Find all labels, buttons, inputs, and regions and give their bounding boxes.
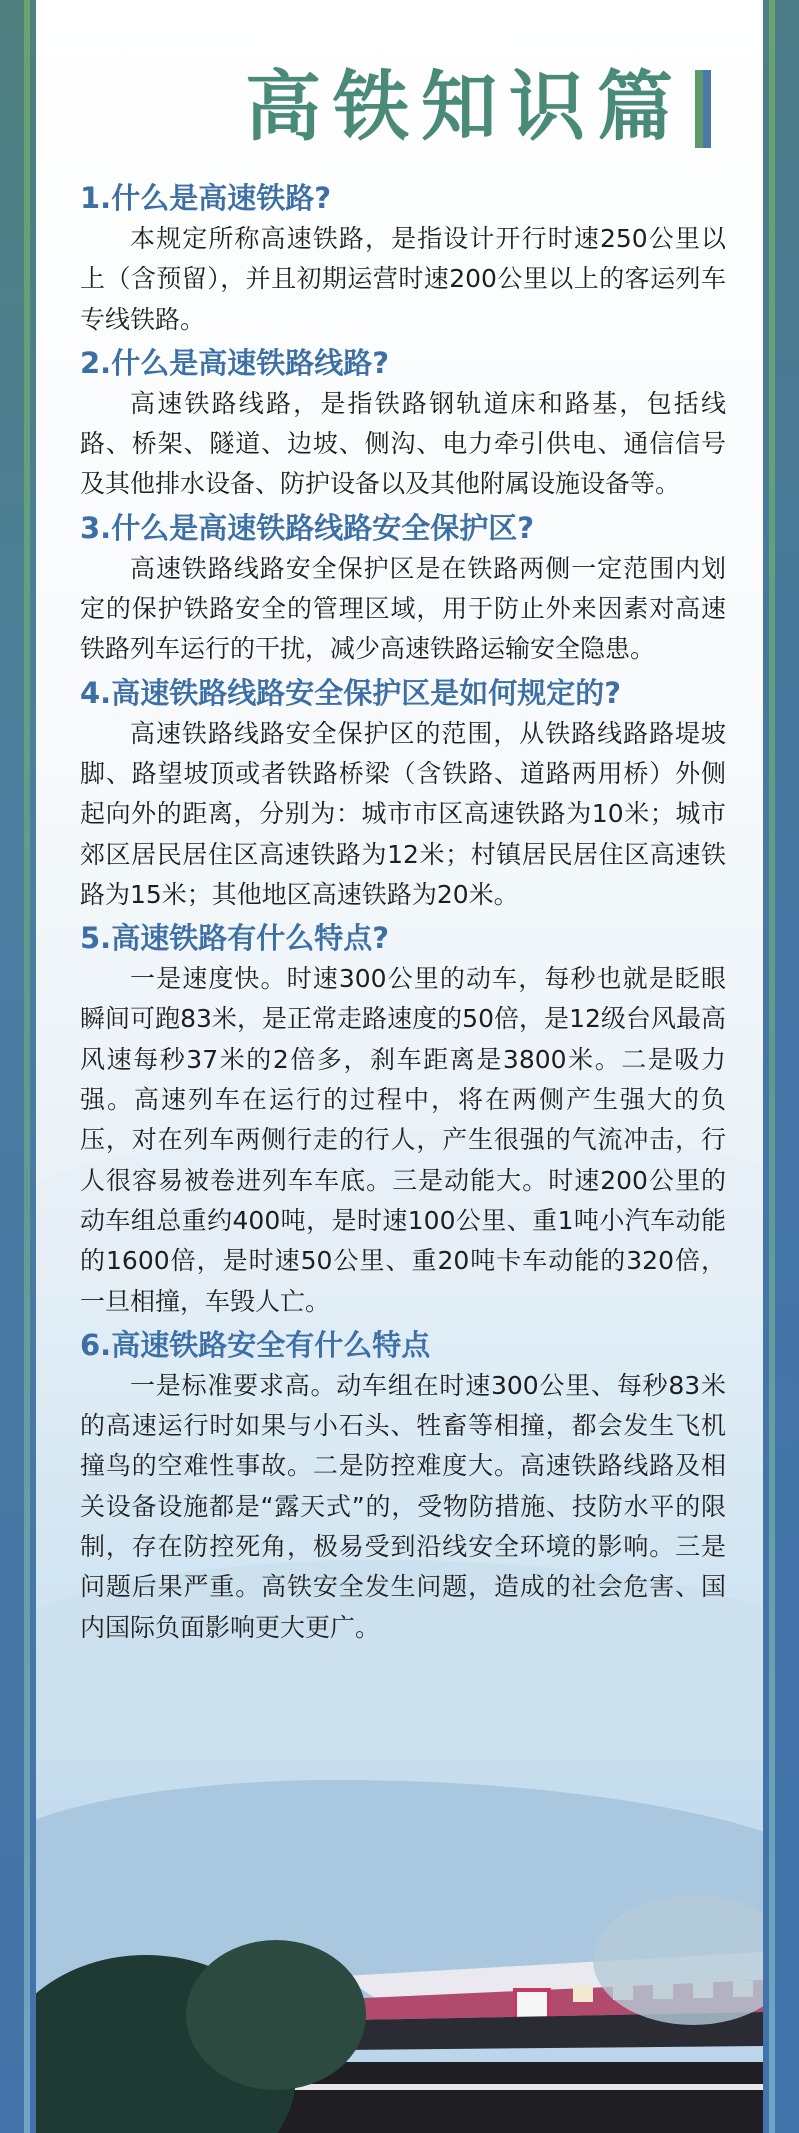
faq-answer-5: 一是速度快。时速300公里的动车，每秒也就是眨眼瞬间可跑83米，是正常走路速度的50倍，是12级台风最高风速每秒37米的2倍多，刹车距离是3800米。二是吸力强。高速列车在运行的过程中，将在两侧产生强大的负压，对在列车两侧行走的行人，产生很强的气流冲击，行人很容易被卷进列车车底。三是动能大。时速200公里的动车组总重约400吨，是时速100公里、重1吨小汽车动能的1600倍，是时速50公里、重20吨卡车动能的320倍，一旦相撞，车毁人亡。	[80, 964, 726, 1316]
train-window-1	[573, 1986, 593, 2002]
tree-bush-back	[186, 1940, 366, 2090]
faq-question-5: 5.高速铁路有什么特点?	[80, 921, 390, 956]
faq-answer-2: 高速铁路线路，是指铁路钢轨道床和路基，包括线路、桥架、隧道、边坡、侧沟、电力牵引供电、通信信号及其他排水设备、防护设备以及其他附属设施设备等。	[80, 388, 726, 499]
right-frame-stripe	[769, 0, 775, 2133]
left-frame	[0, 0, 36, 2133]
title-accent-bar	[695, 70, 711, 148]
faq-section-2	[80, 342, 726, 505]
faq-section-1	[80, 177, 726, 340]
left-frame-stripe	[24, 0, 30, 2133]
faq-answer-3: 高速铁路线路安全保护区是在铁路两侧一定范围内划定的保护铁路安全的管理区域，用于防止外来因素对高速铁路列车运行的干扰，减少高速铁路运输安全隐患。	[80, 553, 726, 664]
faq-answer-6: 一是标准要求高。动车组在时速300公里、每秒83米的高速运行时如果与小石头、牲畜等相撞，都会发生飞机撞鸟的空难性事故。二是防控难度大。高速铁路线路及相关设备设施都是“露天式”的，受物防措施、技防水平的限制，存在防控死角，极易受到沿线安全环境的影响。三是问题后果严重。高铁安全发生问题，造成的社会危害、国内国际负面影响更大更广。	[80, 1370, 726, 1642]
faq-question-1: 1.什么是高速铁路?	[80, 181, 332, 215]
faq-section-5	[80, 917, 726, 1322]
faq-section-4	[80, 672, 726, 915]
faq-section-6	[80, 1324, 726, 1648]
faq-answer-4: 高速铁路线路安全保护区的范围，从铁路线路路堤坡脚、路望坡顶或者铁路桥梁（含铁路、道路两用桥）外侧起向外的距离，分别为：城市市区高速铁路为10米；城市郊区居民居住区高速铁路为12米；村镇居民居住区高速铁路为15米；其他地区高速铁路为20米。	[80, 718, 726, 909]
page-title: 高铁知识篇	[245, 62, 685, 151]
faq-question-3: 3.什么是高速铁路线路安全保护区?	[80, 510, 535, 545]
faq-question-4: 4.高速铁路线路安全保护区是如何规定的?	[80, 675, 622, 710]
faq-question-2: 2.什么是高速铁路线路?	[80, 345, 390, 380]
faq-answer-1: 本规定所称高速铁路，是指设计开行时速250公里以上（含预留），并且初期运营时速200公里以上的客运列车专线铁路。	[80, 224, 726, 334]
faq-content	[80, 177, 726, 1650]
faq-question-6: 6.高速铁路安全有什么特点	[80, 1327, 431, 1362]
faq-section-3	[80, 507, 726, 670]
poster-panel	[36, 0, 763, 2133]
